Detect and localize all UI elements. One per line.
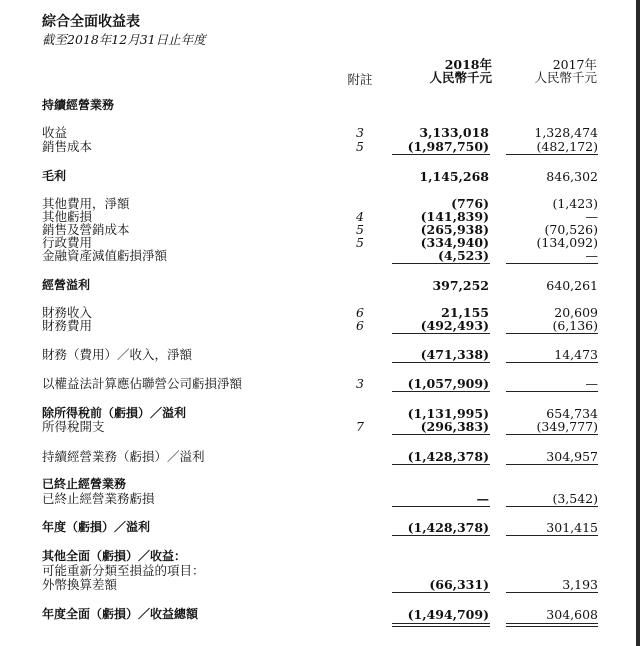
subtotal-rule	[506, 391, 598, 392]
value-2018: (1,428,378)	[407, 449, 489, 464]
column-2017-year: 2017年	[552, 57, 597, 72]
value-2017: 304,957	[546, 449, 598, 464]
subtotal-rule	[506, 506, 598, 507]
subtotal-rule	[506, 333, 598, 334]
row-note: 4	[356, 209, 364, 224]
table-row	[0, 608, 640, 621]
row-note: 3	[356, 125, 364, 140]
value-2018: (334,940)	[420, 235, 489, 250]
subtotal-rule	[506, 535, 598, 536]
subtotal-rule	[392, 391, 490, 392]
subtotal-rule	[506, 592, 598, 593]
table-row	[0, 170, 640, 183]
row-label: 財務費用	[42, 318, 93, 333]
value-2017: (134,092)	[536, 235, 598, 250]
row-label: 已終止經營業務	[42, 477, 127, 491]
value-2018: (141,839)	[420, 209, 489, 224]
statement-title: 綜合全面收益表	[42, 14, 140, 30]
row-label: 年度全面（虧損）／收益總額	[42, 607, 199, 621]
table-row	[0, 279, 640, 292]
value-2017: 1,328,474	[534, 125, 598, 140]
value-2018: (1,131,995)	[407, 406, 489, 421]
table-row	[0, 140, 640, 153]
row-label: 外幣換算差額	[42, 577, 118, 592]
subtotal-rule	[392, 362, 490, 363]
table-row	[0, 348, 640, 361]
table-row	[0, 550, 640, 563]
value-2018: —	[476, 491, 489, 506]
section-heading-continuing	[0, 99, 640, 112]
value-2017: (70,526)	[544, 222, 598, 237]
row-note: 5	[356, 139, 364, 154]
row-label: 銷售成本	[42, 139, 93, 154]
row-label: 行政費用	[42, 235, 93, 250]
row-note: 5	[356, 222, 364, 237]
subtotal-rule	[506, 154, 598, 155]
value-2017: —	[585, 376, 598, 391]
subtotal-rule	[392, 535, 490, 536]
value-2017: 14,473	[554, 347, 598, 362]
column-2018-unit: 人民幣千元	[429, 70, 492, 85]
row-label: 以權益法計算應佔聯營公司虧損淨額	[42, 376, 243, 391]
total-double-rule	[506, 626, 598, 627]
value-2017: (1,423)	[552, 196, 598, 211]
total-double-rule	[392, 623, 490, 624]
value-2017: (3,542)	[552, 491, 598, 506]
row-label: 財務（費用）／收入，淨額	[42, 347, 193, 362]
subtotal-rule	[506, 362, 598, 363]
row-label: 其他虧損	[42, 209, 93, 224]
subtotal-rule	[506, 263, 598, 264]
value-2018: 1,145,268	[419, 169, 489, 184]
value-2017: (6,136)	[552, 318, 598, 333]
column-2017-header	[505, 58, 597, 84]
value-2018: (776)	[451, 196, 489, 211]
subtotal-rule	[392, 592, 490, 593]
row-note: 6	[356, 305, 364, 320]
subtotal-rule	[506, 464, 598, 465]
value-2018: (4,523)	[438, 248, 489, 263]
row-label: 已終止經營業務虧損	[42, 491, 155, 506]
value-2017: 20,609	[554, 305, 598, 320]
row-label: 持續經營業務	[42, 98, 115, 112]
subtotal-rule	[392, 333, 490, 334]
row-label: 銷售及營銷成本	[42, 222, 130, 237]
table-row	[0, 521, 640, 534]
value-2018: (296,383)	[420, 419, 489, 434]
value-2018: (1,057,909)	[407, 376, 489, 391]
row-note: 7	[356, 419, 364, 434]
row-label: 所得稅開支	[42, 419, 105, 434]
row-label: 收益	[42, 125, 68, 140]
value-2017: —	[585, 209, 598, 224]
table-row	[0, 578, 640, 591]
value-2018: (1,494,709)	[407, 607, 489, 622]
value-2018: 3,133,018	[419, 125, 489, 140]
value-2018: (265,938)	[420, 222, 489, 237]
column-2017-unit: 人民幣千元	[534, 70, 597, 85]
row-label: 除所得稅前（虧損）／溢利	[42, 406, 187, 420]
row-note: 3	[356, 376, 364, 391]
table-row	[0, 420, 640, 433]
column-2018-year: 2018年	[444, 57, 492, 72]
row-label: 經營溢利	[42, 278, 91, 292]
value-2017: 846,302	[546, 169, 598, 184]
value-2018: (471,338)	[420, 347, 489, 362]
total-double-rule	[506, 623, 598, 624]
value-2017: 640,261	[546, 278, 598, 293]
row-note: 5	[356, 235, 364, 250]
row-label: 年度（虧損）／溢利	[42, 520, 151, 534]
value-2018: (66,331)	[429, 577, 489, 592]
row-label: 持續經營業務（虧損）／溢利	[42, 449, 205, 464]
value-2017: 3,193	[562, 577, 598, 592]
statement-period: 截至2018年12月31日止年度	[42, 32, 206, 47]
subtotal-rule	[392, 434, 490, 435]
value-2017: —	[585, 248, 598, 263]
table-row	[0, 377, 640, 390]
table-row	[0, 126, 640, 139]
table-row	[0, 319, 640, 332]
value-2017: 304,608	[546, 607, 598, 622]
table-row	[0, 197, 640, 210]
table-row	[0, 249, 640, 262]
row-label: 其他全面（虧損）／收益：	[42, 549, 187, 563]
row-label: 毛利	[42, 169, 67, 183]
row-label: 其他費用，淨額	[42, 196, 130, 211]
value-2018: 397,252	[432, 278, 489, 293]
value-2018: 21,155	[441, 305, 489, 320]
value-2017: (349,777)	[536, 419, 598, 434]
row-label: 可能重新分類至損益的項目：	[42, 563, 205, 578]
total-double-rule	[392, 626, 490, 627]
column-2018-header	[400, 58, 492, 84]
value-2018: (1,987,750)	[407, 139, 489, 154]
row-label: 財務收入	[42, 305, 93, 320]
table-row	[0, 492, 640, 505]
table-row	[0, 450, 640, 463]
value-2018: (492,493)	[420, 318, 489, 333]
row-label: 金融資產減值虧損淨額	[42, 248, 168, 263]
value-2018: (1,428,378)	[407, 520, 489, 535]
section-heading-discontinued	[0, 478, 640, 491]
row-note: 6	[356, 318, 364, 333]
subtotal-rule	[392, 464, 490, 465]
subtotal-rule	[392, 263, 490, 264]
table-row	[0, 306, 640, 319]
value-2017: (482,172)	[536, 139, 598, 154]
subtotal-rule	[506, 434, 598, 435]
table-row	[0, 564, 640, 577]
subtotal-rule	[392, 506, 490, 507]
value-2017: 301,415	[546, 520, 598, 535]
value-2017: 654,734	[546, 406, 598, 421]
subtotal-rule	[392, 154, 490, 155]
note-column-header: 附註	[347, 72, 373, 87]
